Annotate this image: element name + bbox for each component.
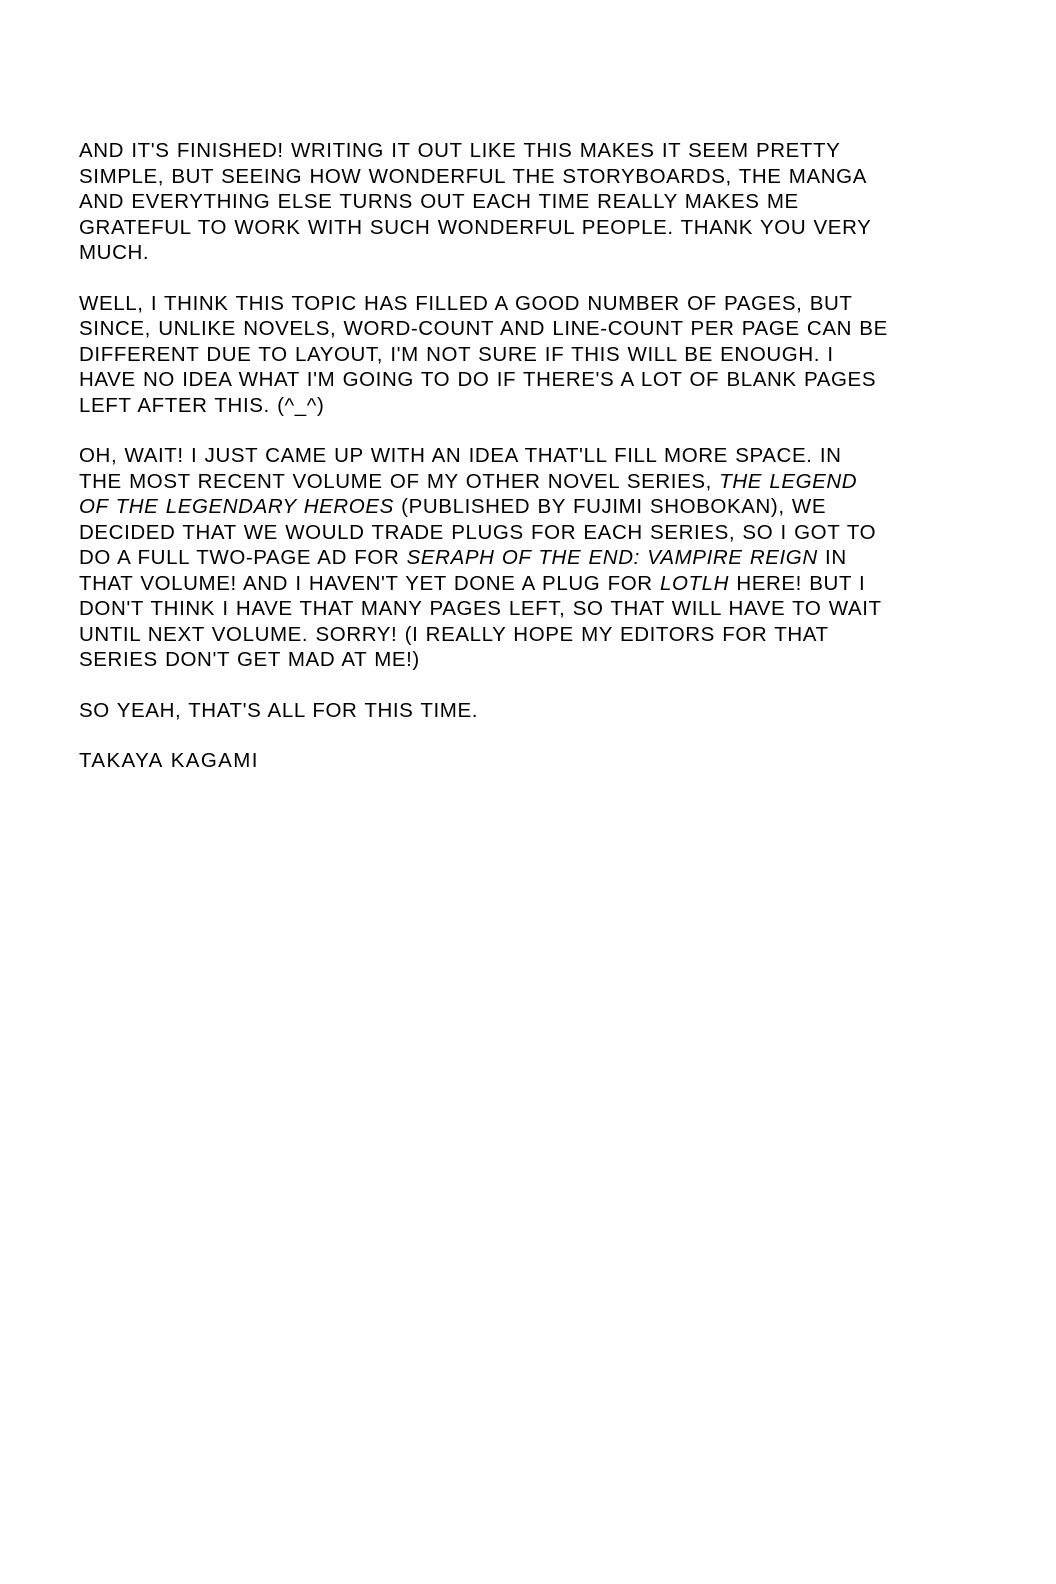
paragraph-2: WELL, I THINK THIS TOPIC HAS FILLED A GOOD NUMBER OF PAGES, BUT SINCE, UNLIKE NOVELS, WORD-COUNT AND LINE-COUNT PER PAGE CAN BE DIFFERENT DUE TO LAYOUT, I'M NOT SURE IF THIS WILL BE ENOUGH. I HAVE NO IDEA WHAT I'M GOING TO DO IF THERE'S A LOT OF BLANK PAGES LEFT AFTER THIS. (^_^) <box>79 291 888 417</box>
afterword-text-block <box>79 138 891 774</box>
paragraph-1: AND IT'S FINISHED! WRITING IT OUT LIKE THIS MAKES IT SEEM PRETTY SIMPLE, BUT SEEING HOW WONDERFUL THE STORYBOARDS, THE MANGA AND EVERYTHING ELSE TURNS OUT EACH TIME REALLY MAKES ME GRATEFUL TO WORK WITH SUCH WONDERFUL PEOPLE. THANK YOU VERY MUCH. <box>79 139 872 264</box>
author-signature: TAKAYA KAGAMI <box>79 749 259 772</box>
paragraph-4: SO YEAH, THAT'S ALL FOR THIS TIME. <box>79 698 479 722</box>
italic-title: THE LEGEND OF THE LEGENDARY HEROES <box>79 469 858 518</box>
text-run: HERE! BUT I DON'T THINK I HAVE THAT MANY PAGES LEFT, SO THAT WILL HAVE TO WAIT UNTIL NEXT VOLUME. SORRY! (I REALLY HOPE MY EDITORS FOR THAT SERIES DON'T GET MAD AT ME!) <box>79 571 882 671</box>
paragraph-3 <box>79 443 891 673</box>
italic-title: LOTLH <box>659 571 730 595</box>
text-run: OH, WAIT! I JUST CAME UP WITH AN IDEA THAT'LL FILL MORE SPACE. IN THE MOST RECENT VOLUME OF MY OTHER NOVEL SERIES, <box>79 444 842 493</box>
italic-title: SERAPH OF THE END: VAMPIRE REIGN <box>406 546 818 569</box>
text-run: (PUBLISHED BY FUJIMI SHOBOKAN), WE DECIDED THAT WE WOULD TRADE PLUGS FOR EACH SERIES, SO I GOT TO DO A FULL TWO-PAGE AD FOR <box>79 495 877 569</box>
text-run: IN THAT VOLUME! AND I HAVEN'T YET DONE A PLUG FOR <box>79 546 847 595</box>
